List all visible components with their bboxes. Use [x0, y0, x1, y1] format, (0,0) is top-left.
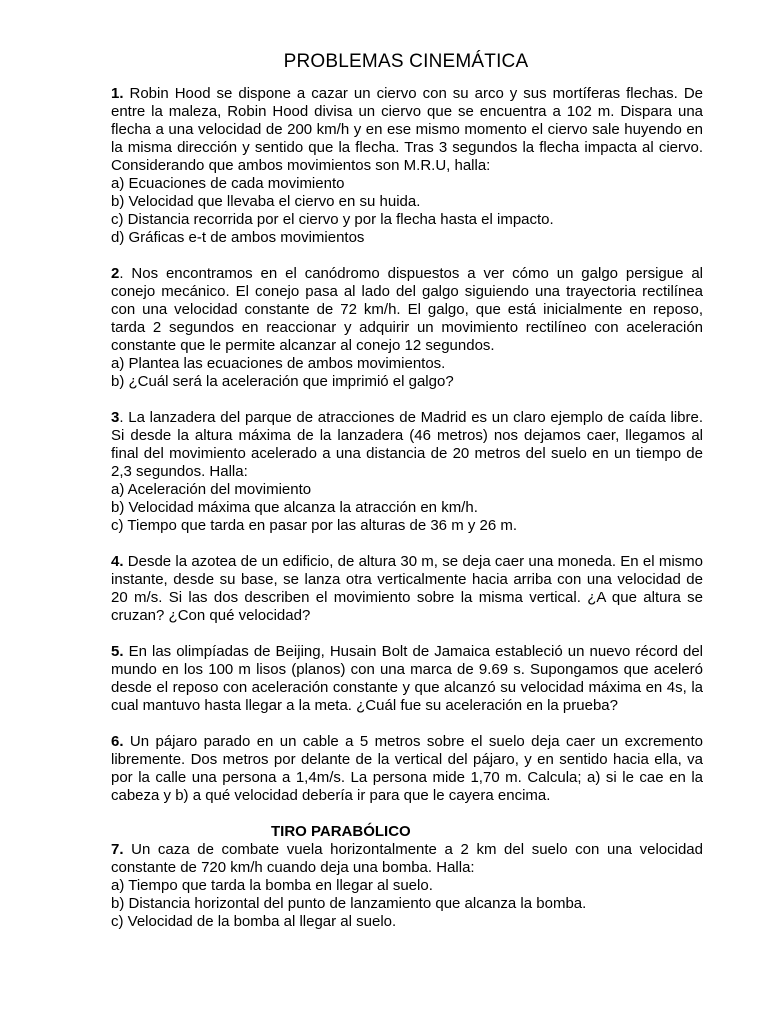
problem-text: Un caza de combate vuela horizontalmente a 2 km del suelo con una velocidad constante de 720 km/h cuando deja una bomba. Halla: — [111, 841, 703, 876]
problem-text: En las olimpíadas de Beijing, Husain Bolt de Jamaica estableció un nuevo récord del mundo en los 100 m lisos (planos) con una marca de 9.69 s. Supongamos que aceleró desde el reposo con aceleración constante y que alcanzó su velocidad máxima en 4s, la cual mantuvo hasta llegar a la meta. ¿Cuál fue su aceleración en la prueba? — [111, 643, 703, 714]
problem-item: d) Gráficas e-t de ambos movimientos — [111, 229, 365, 246]
problem-item: b) Velocidad que llevaba el ciervo en su huida. — [111, 193, 421, 210]
problem-4 — [111, 553, 703, 625]
problem-statement — [111, 409, 703, 481]
problem-number: 6. — [111, 733, 124, 750]
problem-item: a) Ecuaciones de cada movimiento — [111, 175, 345, 192]
problem-7 — [111, 823, 703, 931]
problem-item: b) ¿Cuál será la aceleración que imprimió el galgo? — [111, 373, 454, 390]
problem-number: 7. — [111, 841, 124, 858]
problem-text: . Nos encontramos en el canódromo dispuestos a ver cómo un galgo persigue al conejo mecánico. El conejo pasa al lado del galgo siguiendo una trayectoria rectilínea con una velocidad constante de 72 km/h. El galgo, que está inicialmente en reposo, tarda 2 segundos en reaccionar y adquirir un movimiento rectilíneo con aceleración constante que le permite alcanzar al conejo 12 segundos. — [111, 265, 703, 354]
problem-3 — [111, 409, 703, 535]
problem-item: b) Velocidad máxima que alcanza la atracción en km/h. — [111, 499, 478, 516]
problem-text: . La lanzadera del parque de atracciones de Madrid es un claro ejemplo de caída libre. Si desde la altura máxima de la lanzadera (46 metros) nos dejamos caer, llegamos al final del movimiento acelerado a una distancia de 20 metros del suelo en un tiempo de 2,3 segundos. Halla: — [111, 409, 703, 480]
problem-statement — [111, 643, 703, 715]
problem-item: a) Aceleración del movimiento — [111, 481, 312, 498]
page-title: PROBLEMAS CINEMÁTICA — [283, 51, 529, 72]
problem-item: a) Plantea las ecuaciones de ambos movimientos. — [111, 355, 446, 372]
problem-statement — [111, 265, 703, 355]
problem-statement — [111, 841, 703, 877]
problem-item: c) Distancia recorrida por el ciervo y por la flecha hasta el impacto. — [111, 211, 554, 228]
problem-item: c) Tiempo que tarda en pasar por las alturas de 36 m y 26 m. — [111, 517, 518, 534]
problem-1 — [111, 85, 703, 247]
problem-6 — [111, 733, 703, 805]
problem-number: 3 — [111, 409, 120, 426]
problem-5 — [111, 643, 703, 715]
problem-statement — [111, 733, 703, 805]
problem-item: b) Distancia horizontal del punto de lanzamiento que alcanza la bomba. — [111, 895, 587, 912]
section-heading: TIRO PARABÓLICO — [271, 823, 411, 840]
problem-number: 5. — [111, 643, 124, 660]
problem-list — [111, 85, 703, 931]
problem-item: c) Velocidad de la bomba al llegar al suelo. — [111, 913, 397, 930]
problem-number: 1. — [111, 85, 124, 102]
problem-text: Desde la azotea de un edificio, de altura 30 m, se deja caer una moneda. En el mismo instante, desde su base, se lanza otra verticalmente hacia arriba con una velocidad de 20 m/s. Si las dos describen el movimiento sobre la misma vertical. ¿A que altura se cruzan? ¿Con qué velocidad? — [111, 553, 703, 624]
problem-statement — [111, 553, 703, 625]
problem-2 — [111, 265, 703, 391]
problem-statement — [111, 85, 703, 175]
problem-item: a) Tiempo que tarda la bomba en llegar al suelo. — [111, 877, 433, 894]
problem-number: 2 — [111, 265, 120, 282]
problem-text: Robin Hood se dispone a cazar un ciervo con su arco y sus mortíferas flechas. De entre la maleza, Robin Hood divisa un ciervo que se encuentra a 102 m. Dispara una flecha a una velocidad de 200 km/h y en ese mismo momento el ciervo sale huyendo en la misma dirección y sentido que la flecha. Tras 3 segundos la flecha impacta al ciervo. Considerando que ambos movimientos son M.R.U, halla: — [111, 85, 703, 174]
problem-number: 4. — [111, 553, 124, 570]
problem-text: Un pájaro parado en un cable a 5 metros sobre el suelo deja caer un excremento libremente. Dos metros por delante de la vertical del pájaro, y en sentido hacia ella, va por la calle una persona a 1,4m/s. La persona mide 1,70 m. Calcula; a) si le cae en la cabeza y b) a qué velocidad debería ir para que le cayera encima. — [111, 733, 703, 804]
